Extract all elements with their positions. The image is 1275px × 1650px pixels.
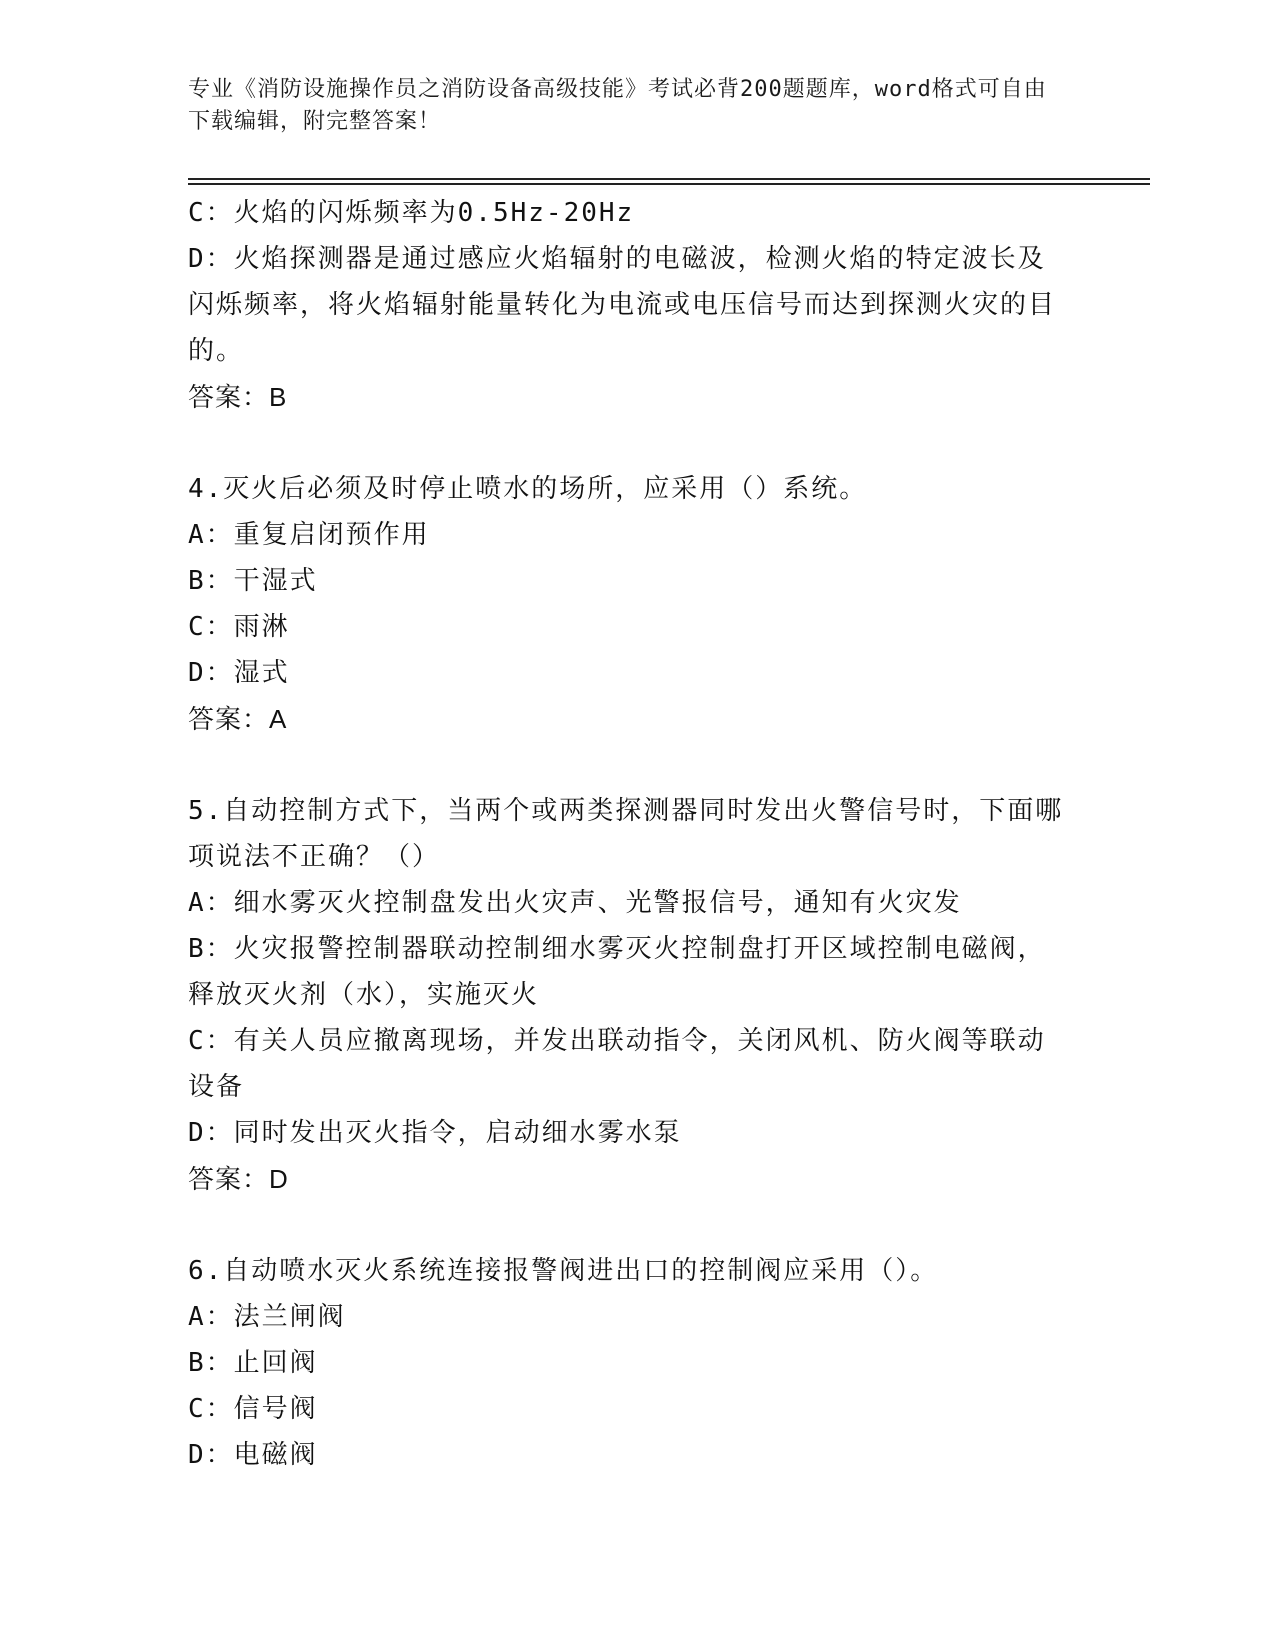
question-6 xyxy=(188,1248,1068,1478)
question-5 xyxy=(188,788,1068,1202)
q6-option-d: D：电磁阀 xyxy=(188,1440,318,1470)
q4-option-a: A：重复启闭预作用 xyxy=(188,520,430,550)
q4-answer: 答案：A xyxy=(188,704,288,734)
question-3-continued xyxy=(188,190,1068,420)
q4-question: 4.灭火后必须及时停止喷水的场所，应采用（）系统。 xyxy=(188,474,868,504)
q4-option-d: D：湿式 xyxy=(188,658,290,688)
q3-answer: 答案：B xyxy=(188,382,288,412)
question-content xyxy=(188,190,1068,1478)
header-divider-bottom xyxy=(188,183,1150,185)
q5-option-d: D：同时发出灭火指令，启动细水雾水泵 xyxy=(188,1118,682,1148)
q6-option-c: C：信号阀 xyxy=(188,1394,318,1424)
q3-option-c: C：火焰的闪烁频率为0.5Hz-20Hz xyxy=(188,198,635,228)
spacer xyxy=(188,1202,1068,1248)
spacer xyxy=(188,420,1068,466)
q5-option-c: C：有关人员应撤离现场，并发出联动指令，关闭风机、防火阀等联动设备 xyxy=(188,1026,1046,1102)
q6-option-b: B：止回阀 xyxy=(188,1348,318,1378)
q5-option-a: A：细水雾灭火控制盘发出火灾声、光警报信号，通知有火灾发 xyxy=(188,888,962,918)
question-4 xyxy=(188,466,1068,742)
q5-answer: 答案：D xyxy=(188,1164,289,1194)
q4-option-b: B：干湿式 xyxy=(188,566,318,596)
q3-option-d: D：火焰探测器是通过感应火焰辐射的电磁波，检测火焰的特定波长及闪烁频率，将火焰辐射能量转化为电流或电压信号而达到探测火灾的目的。 xyxy=(188,244,1057,366)
header-divider-top xyxy=(188,178,1150,180)
document-header: 专业《消防设施操作员之消防设备高级技能》考试必背200题题库，word格式可自由下载编辑，附完整答案！ xyxy=(188,77,1047,134)
q6-question: 6.自动喷水灭火系统连接报警阀进出口的控制阀应采用（）。 xyxy=(188,1256,939,1286)
q5-option-b: B：火灾报警控制器联动控制细水雾灭火控制盘打开区域控制电磁阀，释放灭火剂（水），实施灭火 xyxy=(188,934,1046,1010)
q5-question: 5.自动控制方式下，当两个或两类探测器同时发出火警信号时，下面哪项说法不正确？（） xyxy=(188,796,1064,872)
q6-option-a: A：法兰闸阀 xyxy=(188,1302,346,1332)
q4-option-c: C：雨淋 xyxy=(188,612,290,642)
spacer xyxy=(188,742,1068,788)
